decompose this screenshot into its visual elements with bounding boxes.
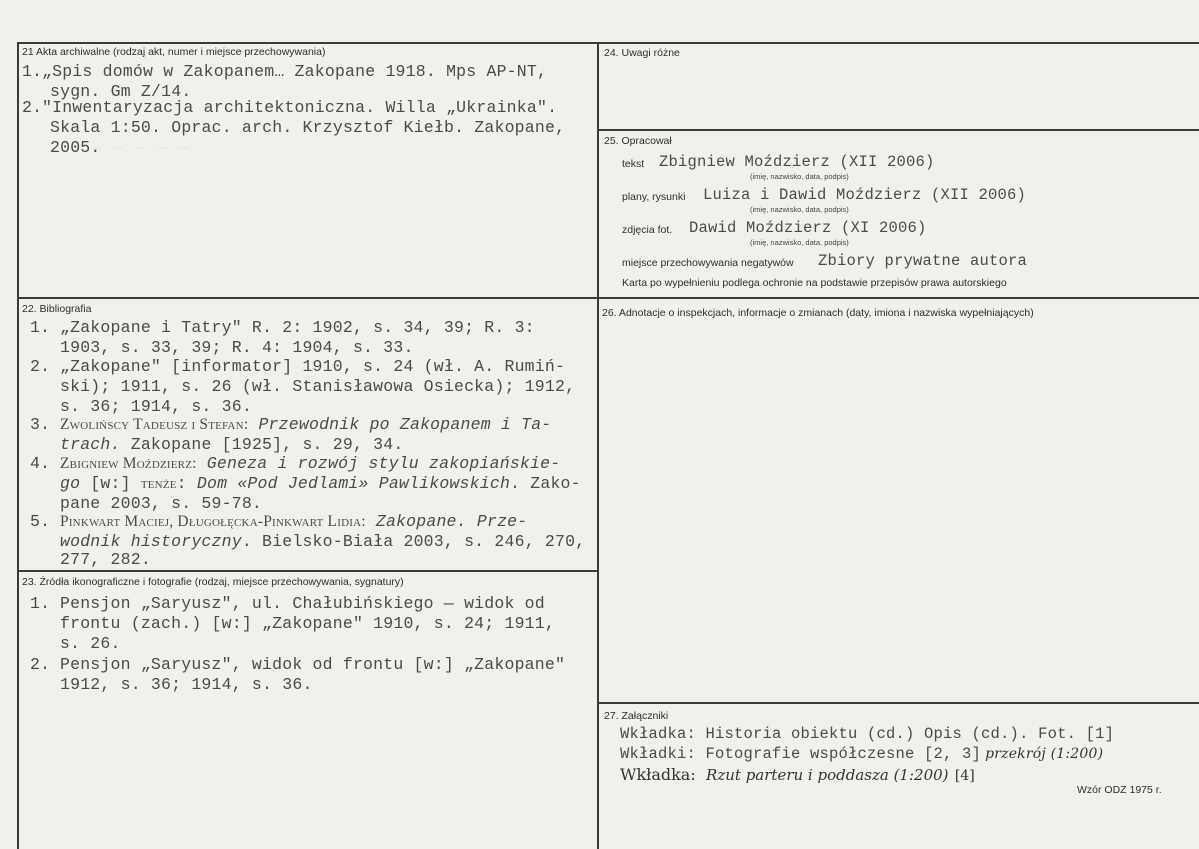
item-author: Zwolińscy Tadeusz i Stefan: — [60, 416, 249, 433]
item-line: sygn. Gm Z/14. — [50, 82, 192, 101]
top-border — [17, 42, 1199, 44]
left-border — [17, 42, 19, 849]
item-line: Skala 1:50. Oprac. arch. Krzysztof Kiełb. Zakopane, — [50, 118, 566, 137]
attachment-line-1: Wkładka: Historia obiektu (cd.) Opis (cd.). Fot. [1] — [620, 725, 1115, 743]
bibliography-item-2 — [30, 357, 595, 417]
row-divider-right-24 — [597, 129, 1199, 131]
item-line: 1903, s. 33, 39; R. 4: 1904, s. 33. — [60, 338, 414, 357]
item-number: 2. — [30, 655, 51, 674]
archive-item-2 — [22, 98, 592, 158]
item-number: 1. — [30, 594, 51, 613]
zdjecia-value: Dawid Moździerz (XI 2006) — [689, 219, 927, 237]
section-26-title: 26. Adnotacje o inspekcjach, informacje o zmianach (daty, imiona i nazwiska wypełniających) — [602, 307, 1034, 319]
item-line: . Bielsko-Biała 2003, s. 246, 270, — [241, 532, 586, 551]
item-title: Geneza i rozwój stylu zakopiańskie- — [206, 454, 561, 473]
attachment-line-2 — [620, 745, 1103, 763]
archive-item-1 — [22, 62, 592, 102]
plany-label: plany, rysunki — [622, 191, 686, 203]
item-title: trach. — [60, 435, 121, 454]
item-line: pane 2003, s. 59-78. — [60, 494, 263, 513]
zdjecia-label: zdjęcia fot. — [622, 224, 673, 236]
negatywy-label: miejsce przechowywania negatywów — [622, 257, 794, 269]
row-divider-1 — [17, 297, 1199, 299]
item-number: 2. — [22, 98, 43, 117]
item-line: 1912, s. 36; 1914, s. 36. — [60, 675, 313, 694]
tekst-caption: (imię, nazwisko, data, podpis) — [750, 172, 849, 181]
item-line: 277, 282. — [60, 550, 151, 569]
handwritten-note: przekrój (1:200) — [985, 746, 1104, 762]
handwritten-note: Rzut parteru i poddasza (1:200) — [706, 766, 949, 784]
attachment-line-3 — [620, 765, 975, 785]
item-title: go — [60, 474, 81, 493]
section-27-title: 27. Załączniki — [604, 710, 669, 722]
item-author: tenże — [140, 475, 177, 492]
tekst-value: Zbigniew Moździerz (XII 2006) — [659, 153, 935, 171]
item-number: 1. — [30, 318, 51, 337]
handwritten-note: [4] — [954, 768, 975, 784]
row-divider-right-27 — [597, 702, 1199, 704]
section-24-title: 24. Uwagi różne — [604, 47, 680, 59]
item-line: Pensjon „Saryusz", ul. Chałubińskiego — widok od — [60, 594, 545, 613]
item-line: : — [176, 474, 197, 493]
item-number: 4. — [30, 454, 51, 473]
section-22-title: 22. Bibliografia — [22, 303, 92, 315]
bibliography-item-4 — [30, 454, 595, 514]
plany-value: Luiza i Dawid Moździerz (XII 2006) — [703, 186, 1027, 204]
item-line: [w:] — [80, 474, 141, 493]
item-title: Przewodnik po Zakopanem i Ta- — [258, 415, 552, 434]
plany-caption: (imię, nazwisko, data, podpis) — [750, 205, 849, 214]
item-line: „Zakopane" [informator] 1910, s. 24 (wł. A. Rumiń- — [60, 357, 566, 376]
item-line: frontu (zach.) [w:] „Zakopane" 1910, s. 24; 1911, — [60, 614, 555, 633]
item-line: „Zakopane i Tatry" R. 2: 1902, s. 34, 39; R. 3: — [60, 318, 535, 337]
center-divider — [597, 42, 599, 849]
item-number: 2. — [30, 357, 51, 376]
section-25-title: 25. Opracował — [604, 135, 672, 147]
section-23-title: 23. Źródła ikonograficzne i fotografie (rodzaj, miejsce przechowywania, sygnatury) — [22, 576, 404, 588]
item-line: ski); 1911, s. 26 (wł. Stanisławowa Osiecka); 1912, — [60, 377, 576, 396]
item-line: s. 26. — [60, 634, 121, 653]
form-template-footer: Wzór ODZ 1975 r. — [1077, 784, 1162, 796]
item-number: 5. — [30, 512, 51, 531]
section-21-title: 21 Akta archiwalne (rodzaj akt, numer i miejsce przechowywania) — [22, 46, 326, 58]
item-line: „Spis domów w Zakopanem… Zakopane 1918. Mps AP-NT, — [42, 62, 548, 81]
item-title: Zakopane. Prze- — [375, 512, 528, 531]
item-title: wodnik historyczny — [60, 532, 242, 551]
negatywy-value: Zbiory prywatne autora — [818, 252, 1028, 270]
handwritten-label: Wkładka: — [620, 765, 696, 784]
attachment-text: Wkładki: Fotografie współczesne [2, 3] — [620, 745, 982, 763]
item-line: 2005. — [50, 138, 101, 157]
item-line: . Zako- — [510, 474, 581, 493]
item-author: Zbigniew Moździerz: — [60, 455, 197, 472]
iconography-item-2 — [30, 655, 595, 695]
item-number: 1. — [22, 62, 43, 81]
zdjecia-caption: (imię, nazwisko, data, podpis) — [750, 238, 849, 247]
item-line: Pensjon „Saryusz", widok od frontu [w:] „Zakopane" — [60, 655, 566, 674]
item-line: s. 36; 1914, s. 36. — [60, 397, 252, 416]
tekst-label: tekst — [622, 158, 645, 170]
item-number: 3. — [30, 415, 51, 434]
item-author: Pinkwart Maciej, Długołęcka-Pinkwart Lidia: — [60, 513, 366, 530]
item-line: "Inwentaryzacja architektoniczna. Willa „Ukrainka". — [42, 98, 558, 117]
iconography-item-1 — [30, 594, 595, 654]
bibliography-item-1 — [30, 318, 595, 358]
bibliography-item-3 — [30, 415, 595, 455]
item-line: Zakopane [1925], s. 29, 34. — [120, 435, 404, 454]
item-title: Dom «Pod Jedlami» Pawlikowskich — [196, 474, 511, 493]
bibliography-item-5 — [30, 512, 595, 572]
copyright-note: Karta po wypełnieniu podlega ochronie na podstawie przepisów prawa autorskiego — [622, 277, 1007, 289]
